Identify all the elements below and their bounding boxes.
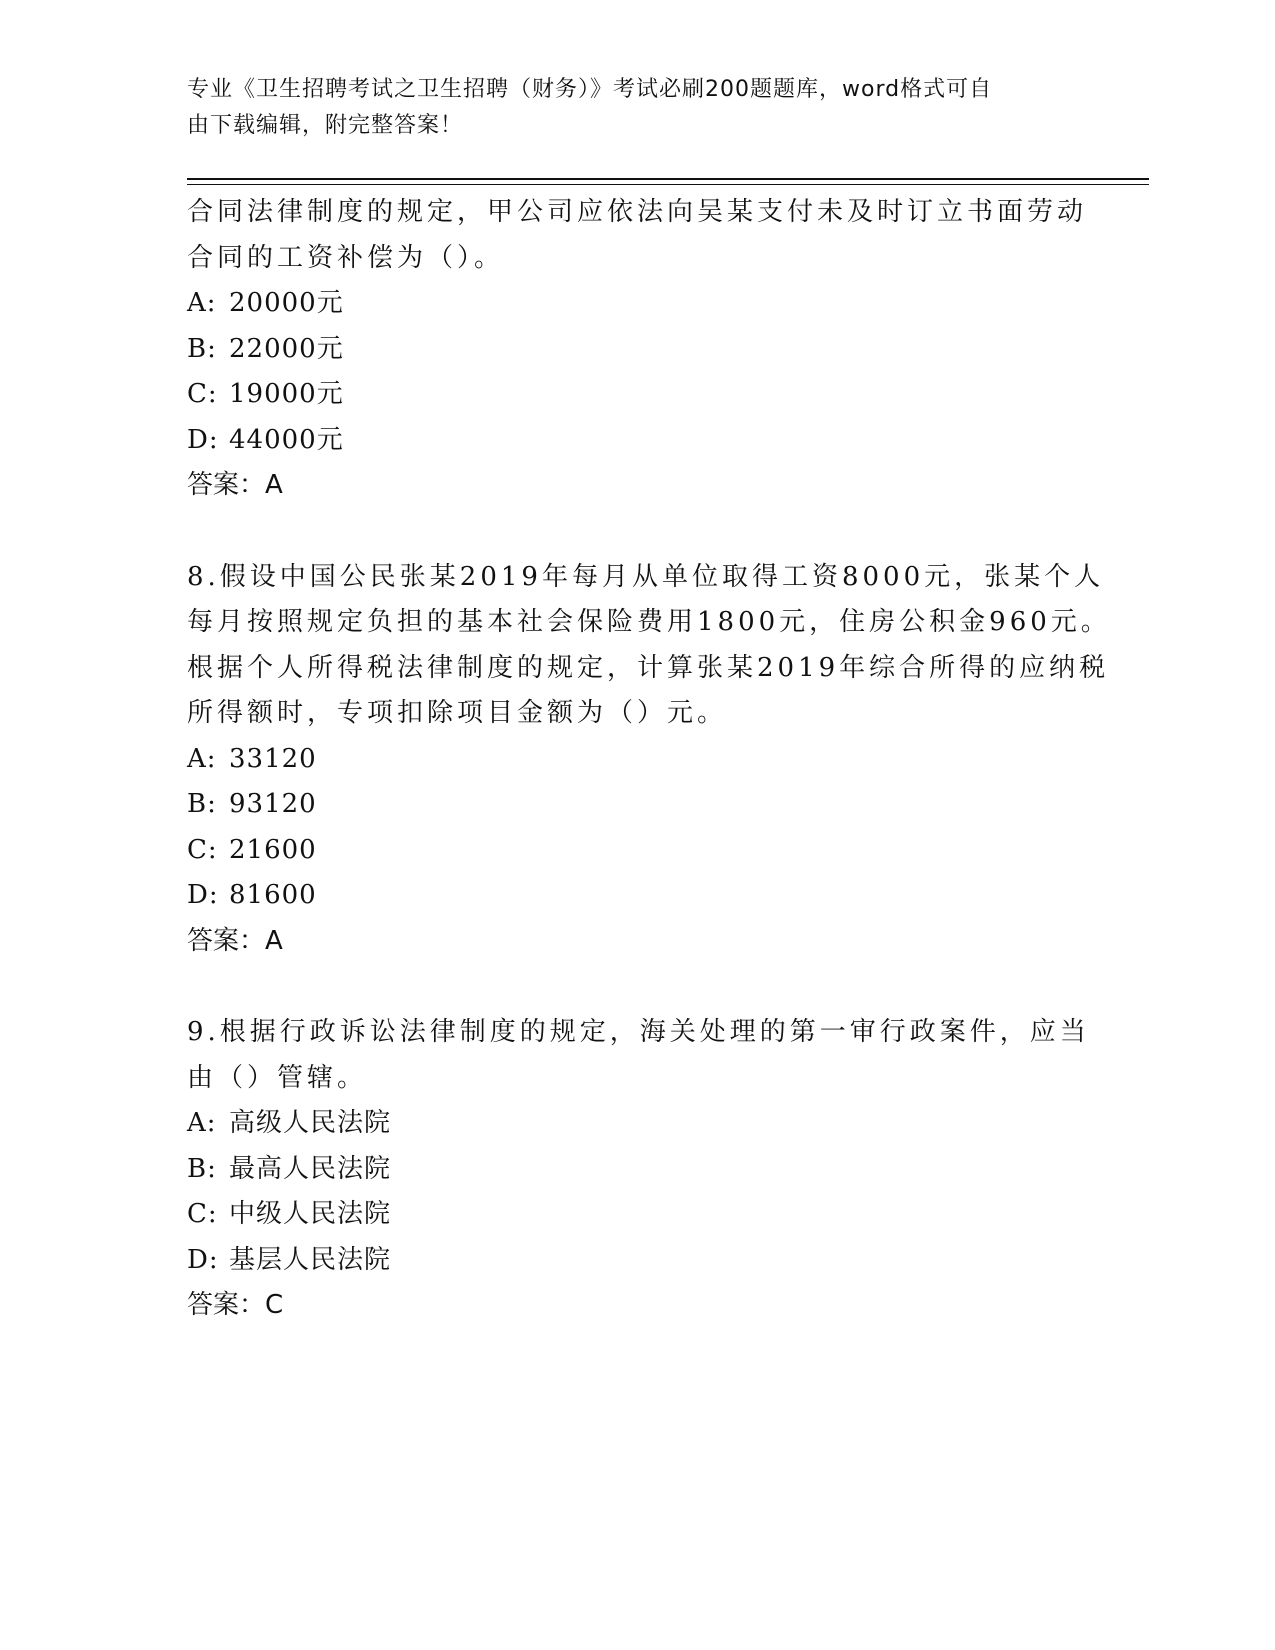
question-7-answer: 答案：A <box>187 470 283 500</box>
option-label: D: <box>187 1244 219 1275</box>
option-label: B: <box>187 333 217 364</box>
question-8-line-3: 根据个人所得税法律制度的规定，计算张某2019年综合所得的应纳税 <box>187 652 1110 683</box>
question-8-line-4: 所得额时，专项扣除项目金额为（）元。 <box>187 698 728 728</box>
question-7-line-1: 合同法律制度的规定，甲公司应依法向吴某支付未及时订立书面劳动 <box>187 197 1088 227</box>
question-7-option-a <box>187 281 1087 327</box>
option-label: A: <box>187 743 217 774</box>
question-8-line-2: 每月按照规定负担的基本社会保险费用1800元，住房公积金960元。 <box>187 607 1111 637</box>
spacer <box>187 509 1087 555</box>
option-text: 93120 <box>229 789 317 819</box>
question-9-option-a <box>187 1101 1087 1147</box>
option-text: 44000元 <box>229 424 344 455</box>
option-label: D: <box>187 424 219 455</box>
question-7-option-c <box>187 372 1087 418</box>
question-list <box>187 190 1111 1329</box>
question-7-option-d <box>187 418 1087 464</box>
question-8 <box>187 555 1111 965</box>
header-divider-thin <box>187 184 1149 185</box>
option-label: A: <box>187 1108 217 1138</box>
option-label: C: <box>187 1199 218 1229</box>
option-text: 22000元 <box>229 333 344 364</box>
option-label: C: <box>187 834 218 865</box>
option-label: C: <box>187 379 218 409</box>
option-text: 81600 <box>229 880 317 910</box>
option-label: A: <box>187 288 217 318</box>
option-text: 33120 <box>229 743 317 774</box>
question-8-line-1: 8.假设中国公民张某2019年每月从单位取得工资8000元，张某个人 <box>187 561 1105 592</box>
question-8-option-c <box>187 828 1087 874</box>
header-divider-thick <box>187 178 1149 180</box>
question-8-option-a <box>187 737 1087 783</box>
option-text: 19000元 <box>229 379 344 409</box>
question-9-answer: 答案：C <box>187 1290 284 1320</box>
option-label: D: <box>187 880 219 910</box>
option-label: B: <box>187 789 217 819</box>
question-8-option-d <box>187 873 1087 919</box>
question-9-option-c <box>187 1192 1087 1238</box>
header-title-line-2: 由下载编辑，附完整答案！ <box>187 113 464 138</box>
question-7-line-2: 合同的工资补偿为（）。 <box>187 242 505 273</box>
question-8-option-b <box>187 782 1087 828</box>
question-9-option-d <box>187 1238 1087 1284</box>
question-9-line-1: 9.根据行政诉讼法律制度的规定，海关处理的第一审行政案件，应当 <box>187 1017 1090 1047</box>
spacer <box>187 964 1087 1010</box>
question-7 <box>187 190 1087 509</box>
question-9-line-2: 由（）管辖。 <box>187 1062 368 1093</box>
option-text: 基层人民法院 <box>229 1244 392 1275</box>
question-7-option-b <box>187 327 1087 373</box>
option-text: 最高人民法院 <box>229 1153 392 1184</box>
option-text: 中级人民法院 <box>229 1199 392 1229</box>
option-text: 20000元 <box>229 288 344 318</box>
question-9 <box>187 1010 1090 1329</box>
option-text: 21600 <box>229 834 317 865</box>
document-header <box>187 72 1067 144</box>
question-8-answer: 答案：A <box>187 925 283 956</box>
question-9-option-b <box>187 1147 1087 1193</box>
option-text: 高级人民法院 <box>229 1108 392 1138</box>
header-title-line-1: 专业《卫生招聘考试之卫生招聘（财务）》考试必刷200题题库，word格式可自 <box>187 77 993 102</box>
option-label: B: <box>187 1153 217 1184</box>
